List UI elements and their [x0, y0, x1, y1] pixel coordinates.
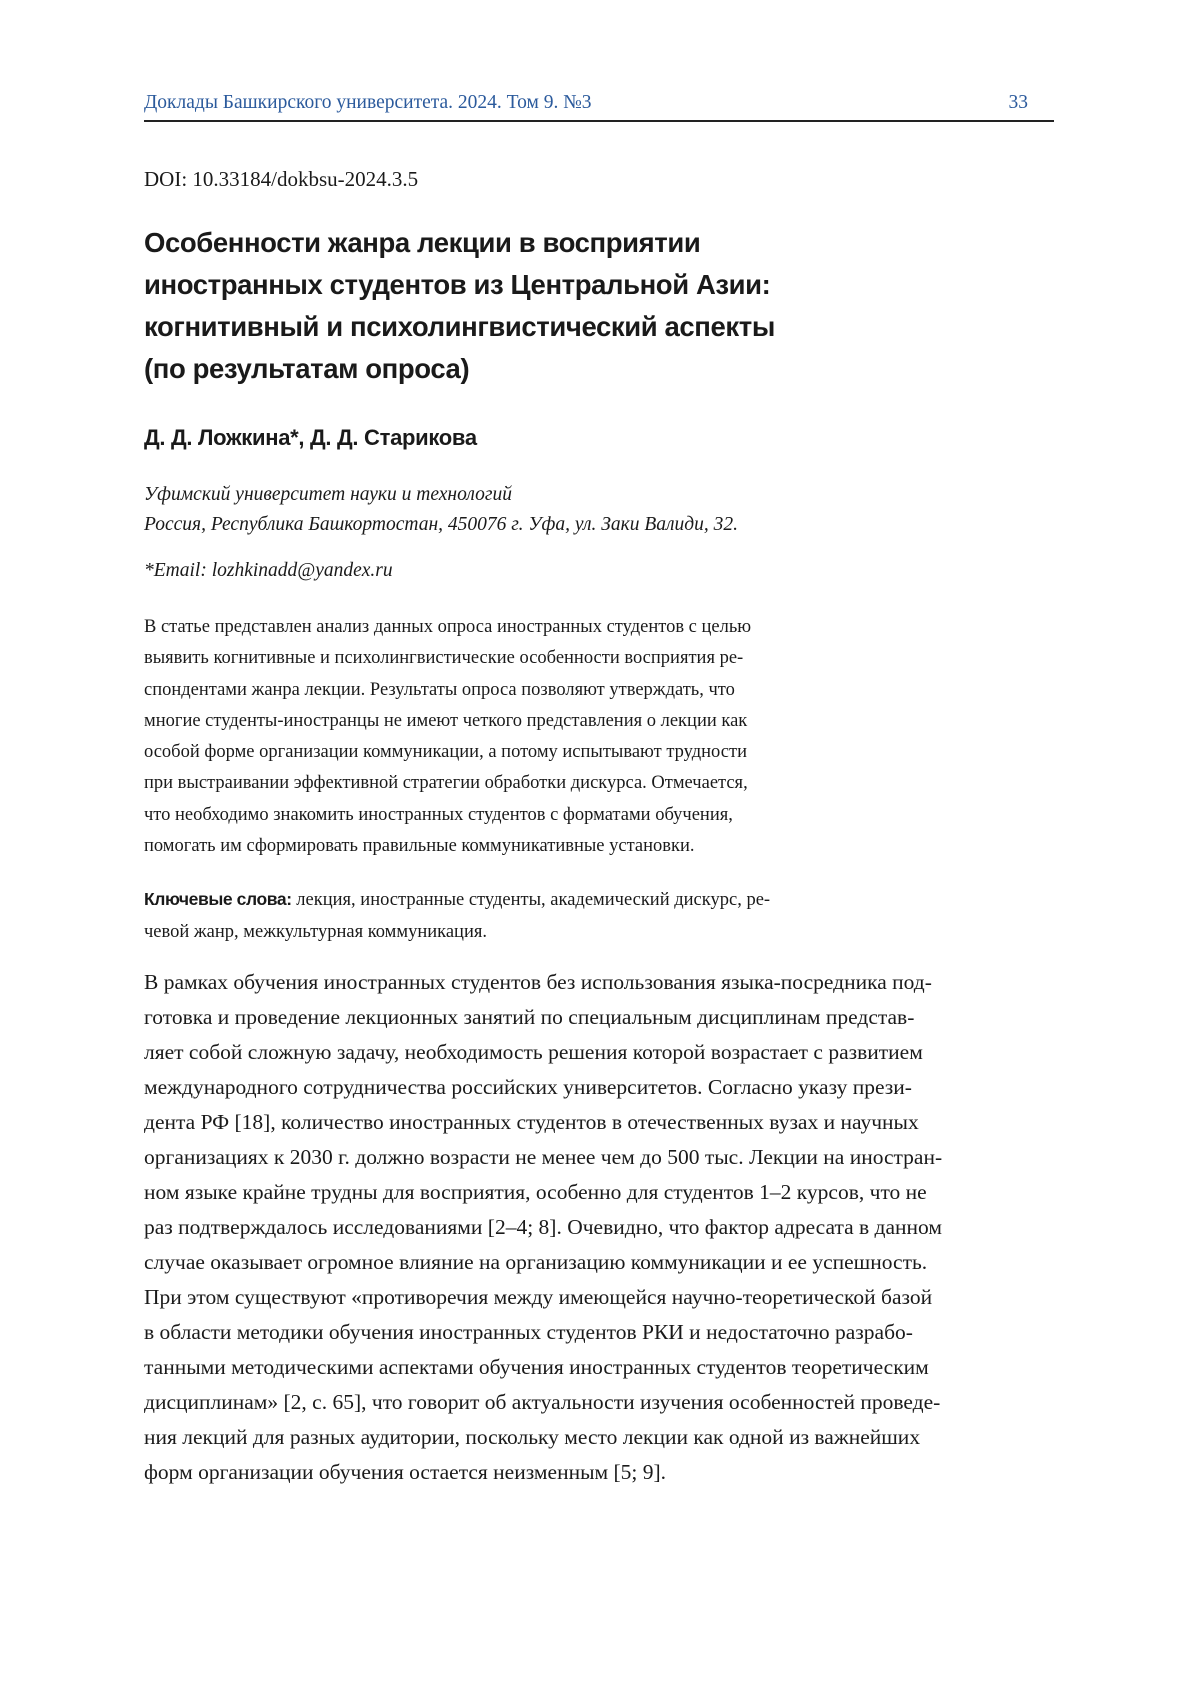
body-line: дента РФ [18], количество иностранных студентов в отечественных вузах и научных	[144, 1105, 1074, 1140]
body-paragraph	[144, 965, 1074, 1490]
abstract-line: при выстраивании эффективной стратегии обработки дискурса. Отмечается,	[144, 768, 904, 799]
keywords	[144, 884, 904, 948]
affiliation	[144, 480, 738, 540]
keywords-line: чевой жанр, межкультурная коммуникация.	[144, 917, 904, 949]
abstract-line: что необходимо знакомить иностранных студентов с форматами обучения,	[144, 800, 904, 831]
title-line: (по результатам опроса)	[144, 348, 904, 390]
abstract	[144, 612, 904, 862]
body-line: форм организации обучения остается неизменным [5; 9].	[144, 1455, 1074, 1490]
title-line: когнитивный и психолингвистический аспекты	[144, 306, 904, 348]
abstract-line: спондентами жанра лекции. Результаты опроса позволяют утверждать, что	[144, 675, 904, 706]
body-line: случае оказывает огромное влияние на организацию коммуникации и ее успешность.	[144, 1245, 1074, 1280]
keywords-label: Ключевые слова:	[144, 889, 292, 909]
abstract-line: особой форме организации коммуникации, а потому испытывают трудности	[144, 737, 904, 768]
body-line: готовка и проведение лекционных занятий по специальным дисциплинам представ-	[144, 1000, 1074, 1035]
authors: Д. Д. Ложкина*, Д. Д. Старикова	[144, 425, 477, 451]
keywords-text: лекция, иностранные студенты, академический дискурс, ре-	[292, 890, 770, 910]
article-title	[144, 222, 904, 390]
body-line: При этом существуют «противоречия между имеющейся научно-теоретической базой	[144, 1280, 1074, 1315]
body-line: танными методическими аспектами обучения иностранных студентов теоретическим	[144, 1350, 1074, 1385]
body-line: раз подтверждалось исследованиями [2–4; 8]. Очевидно, что фактор адресата в данном	[144, 1210, 1074, 1245]
affiliation-line: Уфимский университет науки и технологий	[144, 480, 738, 510]
title-line: иностранных студентов из Центральной Азии:	[144, 264, 904, 306]
doi: DOI: 10.33184/dokbsu-2024.3.5	[144, 167, 418, 192]
body-line: ния лекций для разных аудитории, поскольку место лекции как одной из важнейших	[144, 1420, 1074, 1455]
abstract-line: В статье представлен анализ данных опроса иностранных студентов с целью	[144, 612, 904, 643]
body-line: ном языке крайне трудны для восприятия, особенно для студентов 1–2 курсов, что не	[144, 1175, 1074, 1210]
abstract-line: выявить когнитивные и психолингвистические особенности восприятия ре-	[144, 643, 904, 674]
page-number: 33	[1009, 92, 1029, 114]
abstract-line: помогать им сформировать правильные коммуникативные установки.	[144, 831, 904, 862]
body-line: организациях к 2030 г. должно возрасти не менее чем до 500 тыс. Лекции на иностран-	[144, 1140, 1074, 1175]
affiliation-line: Россия, Республика Башкортостан, 450076 г. Уфа, ул. Заки Валиди, 32.	[144, 510, 738, 540]
body-line: международного сотрудничества российских университетов. Согласно указу прези-	[144, 1070, 1074, 1105]
author-email: *Email: lozhkinadd@yandex.ru	[144, 560, 393, 582]
body-line: дисциплинам» [2, с. 65], что говорит об актуальности изучения особенностей проведе-	[144, 1385, 1074, 1420]
body-line: В рамках обучения иностранных студентов без использования языка-посредника под-	[144, 965, 1074, 1000]
keywords-line	[144, 884, 904, 917]
abstract-line: многие студенты-иностранцы не имеют четкого представления о лекции как	[144, 706, 904, 737]
journal-name: Доклады Башкирского университета. 2024. Том 9. №3	[144, 92, 592, 114]
running-header	[144, 90, 1054, 122]
title-line: Особенности жанра лекции в восприятии	[144, 222, 904, 264]
body-line: ляет собой сложную задачу, необходимость решения которой возрастает с развитием	[144, 1035, 1074, 1070]
body-line: в области методики обучения иностранных студентов РКИ и недостаточно разрабо-	[144, 1315, 1074, 1350]
